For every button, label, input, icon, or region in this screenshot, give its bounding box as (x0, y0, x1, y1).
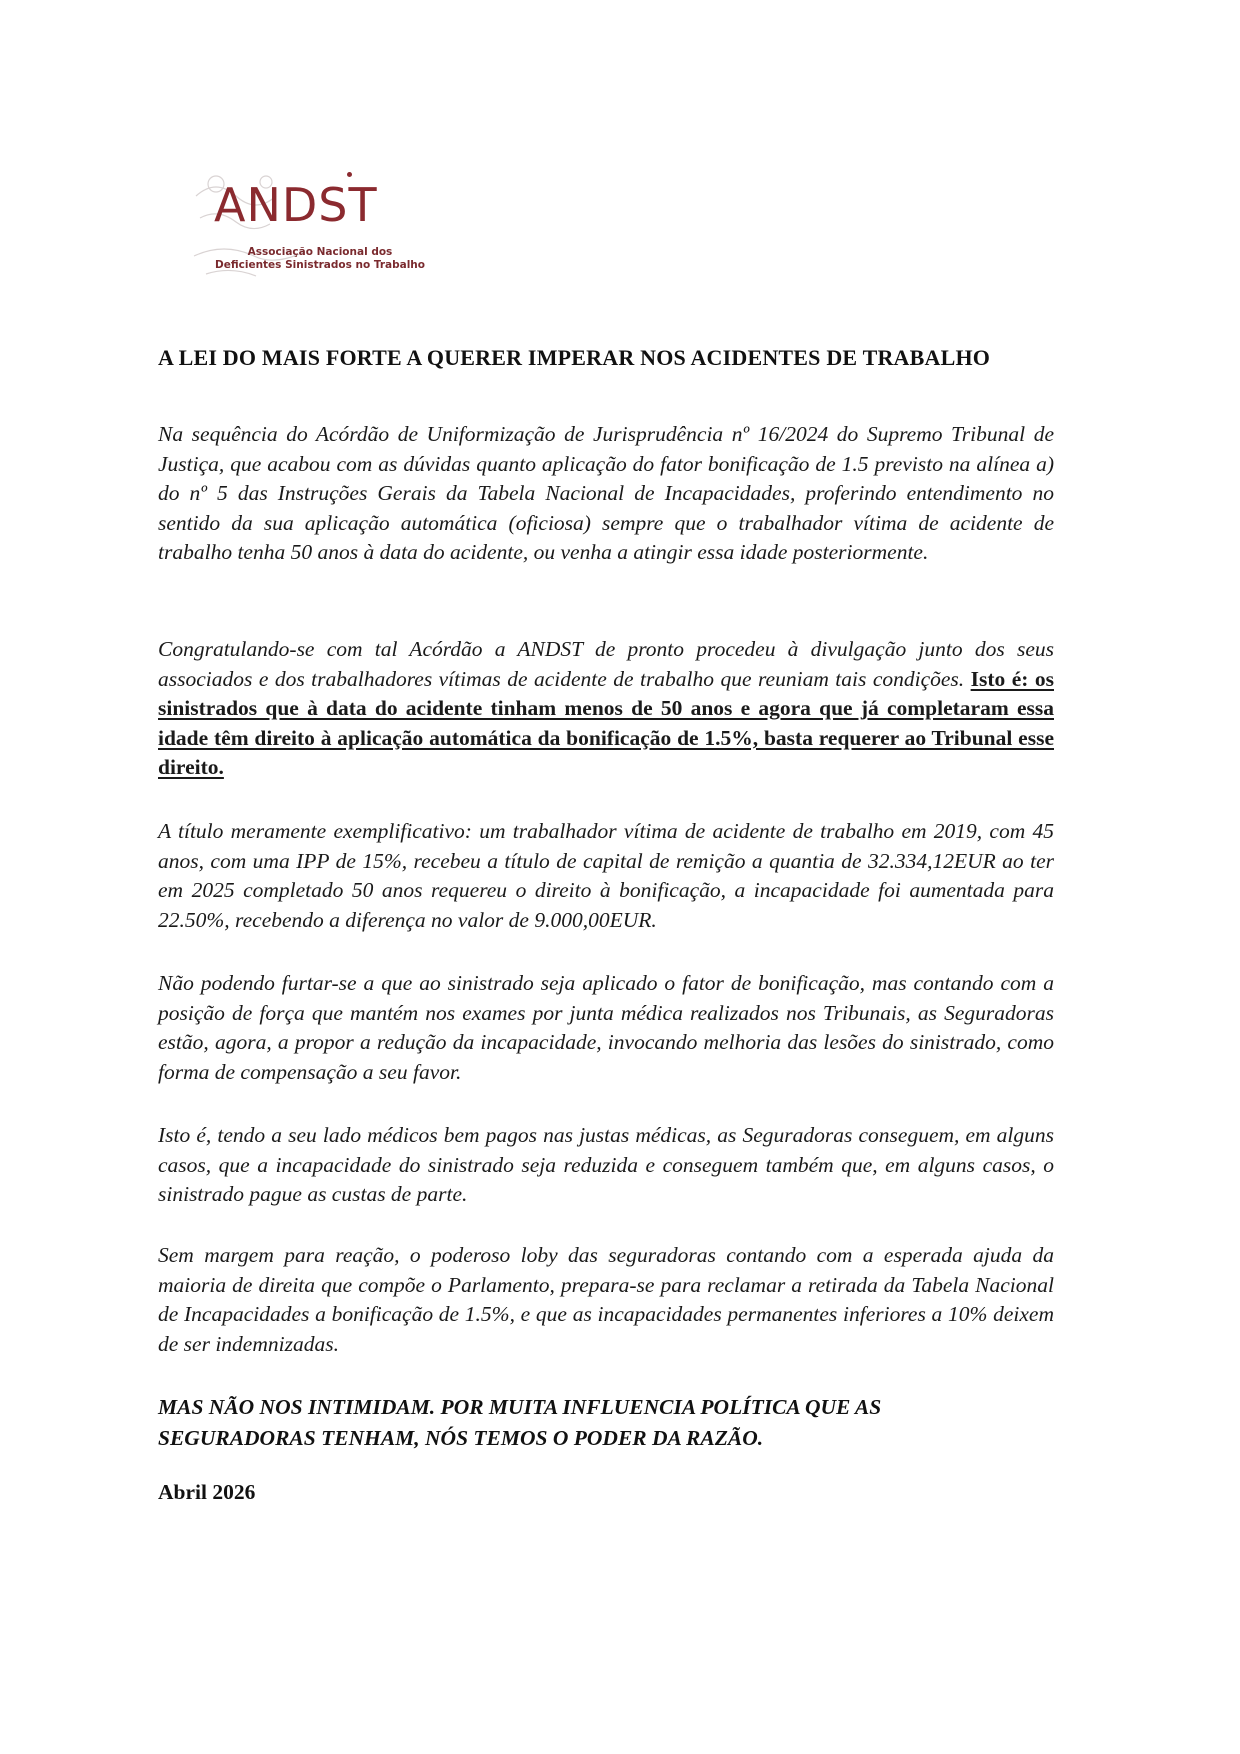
paragraph-2-lead: Congratulando-se com tal Acórdão a ANDST de pronto procedeu à divulgação junto dos seus associados e dos trabalhadores vítimas de acidente de trabalho que reuniam tais condições. (158, 637, 1054, 691)
paragraph-3: A título meramente exemplificativo: um trabalhador vítima de acidente de trabalho em 2019, com 45 anos, com uma IPP de 15%, recebeu a título de capital de remição a quantia de 32.334,12EUR ao ter em 2025 completado 50 anos requereu o direito à bonificação, a incapacidade foi aumentada para 22.50%, recebendo a diferença no valor de 9.000,00EUR. (158, 819, 1054, 932)
paragraph-4: Não podendo furtar-se a que ao sinistrado seja aplicado o fator de bonificação, mas contando com a posição de força que mantém nos exames por junta médica realizados nos Tribunais, as Seguradoras estão, agora, a propor a redução da incapacidade, invocando melhoria das lesões do sinistrado, como forma de compensação a seu favor. (158, 971, 1054, 1084)
logo-subtitle-line-1: Associação Nacional dos (247, 246, 393, 258)
paragraph-6: Sem margem para reação, o poderoso loby das seguradoras contando com a esperada ajuda da maioria de direita que compõe o Parlamento, prepara-se para reclamar a retirada da Tabela Nacional de Incapacidades a bonificação de 1.5%, e que as incapacidades permanentes inferiores a 10% deixem de ser indemnizadas. (158, 1243, 1054, 1356)
logo-subtitle-line-2: Deficientes Sinistrados no Trabalho (215, 259, 425, 271)
closing-line-1: MAS NÃO NOS INTIMIDAM. POR MUITA INFLUENCIA POLÍTICA QUE AS (158, 1395, 882, 1419)
paragraph-1: Na sequência do Acórdão de Uniformização de Jurisprudência nº 16/2024 do Supremo Tribunal de Justiça, que acabou com as dúvidas quanto aplicação do fator bonificação de 1.5 previsto na alínea a) do nº 5 das Instruções Gerais da Tabela Nacional de Incapacidades, proferindo entendimento no sentido da sua aplicação automática (oficiosa) sempre que o trabalhador vítima de acidente de trabalho tenha 50 anos à data do acidente, ou venha a atingir essa idade posteriormente. (158, 422, 1054, 564)
closing-line-2: SEGURADORAS TENHAM, NÓS TEMOS O PODER DA RAZÃO. (158, 1426, 764, 1450)
paragraph-2 (158, 635, 1054, 783)
document-date: Abril 2026 (158, 1480, 256, 1504)
document-title: A LEI DO MAIS FORTE A QUERER IMPERAR NOS ACIDENTES DE TRABALHO (158, 345, 991, 370)
logo-subtitle (200, 246, 440, 272)
logo-acronym: ANDST (214, 178, 378, 232)
paragraph-5: Isto é, tendo a seu lado médicos bem pagos nas justas médicas, as Seguradoras conseguem, em alguns casos, que a incapacidade do sinistrado seja reduzida e conseguem também que, em alguns casos, o sinistrado pague as custas de parte. (158, 1123, 1054, 1206)
organization-logo (186, 158, 486, 298)
logo-dot (347, 172, 352, 177)
closing-statement (158, 1392, 1054, 1454)
paragraph-2-emphasis: Isto é: os sinistrados que à data do acidente tinham menos de 50 anos e agora que já completaram essa idade têm direito à aplicação automática da bonificação de 1.5%, basta requerer ao Tribunal esse direito. (158, 666, 1054, 779)
